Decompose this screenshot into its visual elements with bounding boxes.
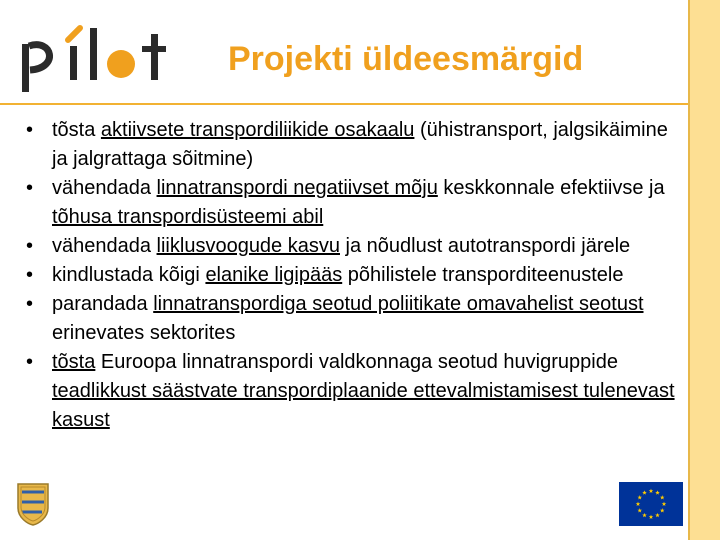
underlined-phrase: linnatranspordiga seotud poliitikate omavahelist seotust — [153, 293, 644, 315]
objective-item — [26, 290, 686, 348]
text-segment: kindlustada kõigi — [52, 264, 206, 286]
objective-item — [26, 261, 686, 290]
underlined-phrase: linnatranspordi negatiivset mõju — [156, 177, 438, 199]
objective-item — [26, 232, 686, 261]
bullet-icon: • — [26, 264, 34, 286]
text-segment: erinevates sektorites — [52, 322, 236, 344]
bullet-icon: • — [26, 235, 34, 257]
underlined-phrase: elanike ligipääs — [205, 264, 343, 286]
underlined-phrase: tõhusa transpordisüsteemi abil — [52, 206, 324, 228]
objective-item — [26, 174, 686, 232]
objective-item — [26, 116, 686, 174]
text-segment: parandada — [52, 293, 154, 315]
underlined-phrase: tõsta — [52, 351, 96, 373]
bullet-icon: • — [26, 293, 34, 315]
slide-title: Projekti üldeesmärgid — [228, 40, 584, 78]
text-segment: tõsta — [52, 119, 101, 141]
text-segment: Euroopa linnatranspordi valdkonnaga seotud huvigruppide — [95, 351, 618, 373]
bullet-icon: • — [26, 177, 34, 199]
header-divider — [0, 103, 688, 105]
right-decorative-bar — [688, 0, 720, 540]
eu-flag-icon — [619, 482, 683, 526]
underlined-phrase: aktiivsete transpordiliikide osakaalu — [100, 119, 415, 141]
underlined-phrase: teadlikkust säästvate transpordiplaanide ettevalmistamisest tulenevast kasust — [52, 380, 675, 431]
estonia-coat-of-arms-icon — [16, 482, 50, 526]
pilot-logo — [18, 24, 178, 96]
text-segment: põhilistele transporditeenustele — [342, 264, 624, 286]
underlined-phrase: liiklusvoogude kasvu — [156, 235, 340, 257]
objectives-list — [26, 116, 686, 435]
text-segment: vähendada — [52, 235, 157, 257]
objective-item — [26, 348, 686, 435]
text-segment: ja nõudlust autotranspordi järele — [339, 235, 631, 257]
bullet-icon: • — [26, 351, 34, 373]
bullet-icon: • — [26, 119, 34, 141]
text-segment: vähendada — [52, 177, 157, 199]
text-segment: (ühistransport, jalgsikäimine ja jalgrattaga sõitmine) — [52, 119, 668, 170]
text-segment: keskkonnale efektiivse ja — [437, 177, 665, 199]
